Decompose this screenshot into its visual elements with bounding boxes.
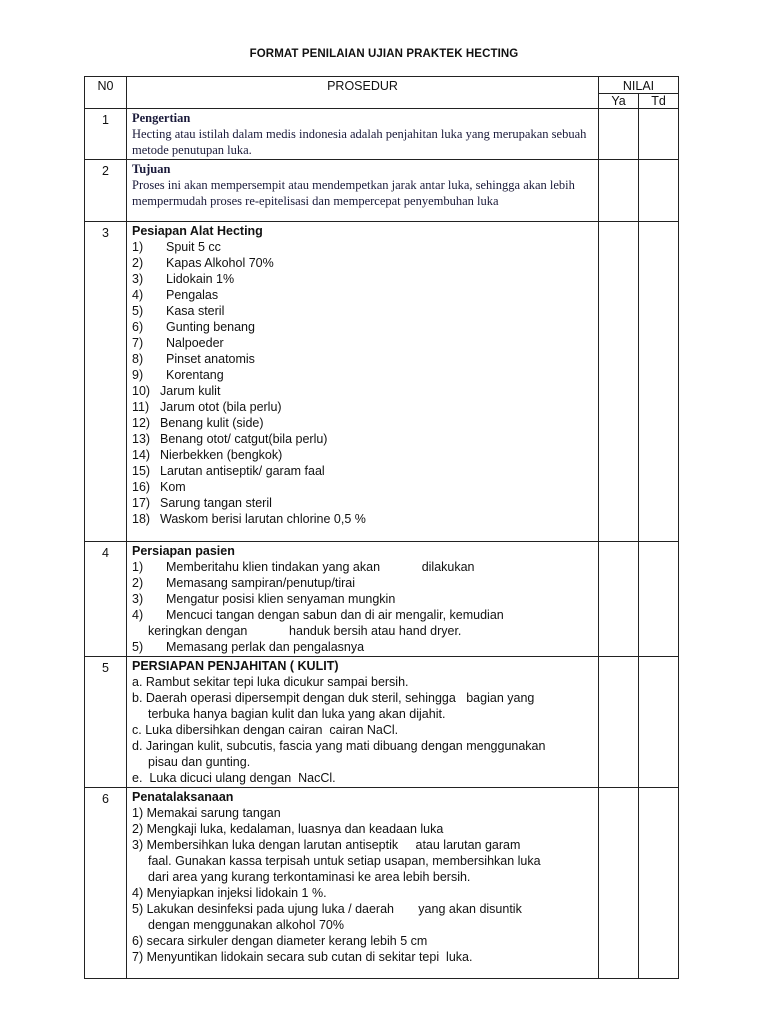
equipment-list xyxy=(132,239,594,527)
check-ya[interactable] xyxy=(599,788,639,979)
table-row xyxy=(85,222,679,542)
list-item: 8) Pinset anatomis xyxy=(132,352,255,366)
row-number: 6 xyxy=(85,788,127,979)
list-item: d. Jaringan kulit, subcutis, fascia yang mati dibuang dengan menggunakan pisau dan gunting. xyxy=(132,739,546,769)
row-number: 5 xyxy=(85,657,127,788)
list-item: 12) Benang kulit (side) xyxy=(132,416,264,430)
table-row xyxy=(85,657,679,788)
check-ya[interactable] xyxy=(599,657,639,788)
list-item: 10) Jarum kulit xyxy=(132,384,221,398)
section-heading: PERSIAPAN PENJAHITAN ( KULIT) xyxy=(132,659,339,673)
list-item: 11) Jarum otot (bila perlu) xyxy=(132,400,282,414)
row-number: 2 xyxy=(85,160,127,222)
check-td[interactable] xyxy=(639,222,679,542)
check-ya[interactable] xyxy=(599,222,639,542)
section-heading: Penatalaksanaan xyxy=(132,790,234,804)
management-list xyxy=(132,805,594,965)
list-item: 17) Sarung tangan steril xyxy=(132,496,272,510)
list-item: a. Rambut sekitar tepi luka dicukur sampai bersih. xyxy=(132,675,409,689)
check-td[interactable] xyxy=(639,542,679,657)
list-item: 3) Lidokain 1% xyxy=(132,272,235,286)
list-item: 2) Memasang sampiran/penutup/tirai xyxy=(132,576,355,590)
list-item: 4) Pengalas xyxy=(132,288,219,302)
table-row xyxy=(85,160,679,222)
procedure-cell xyxy=(127,657,599,788)
header-td: Td xyxy=(639,94,679,109)
list-item: 6) secara sirkuler dengan diameter kerang lebih 5 cm xyxy=(132,934,428,948)
section-heading: Pesiapan Alat Hecting xyxy=(132,224,263,238)
list-item: 7) Menyuntikan lidokain secara sub cutan di sekitar tepi luka. xyxy=(132,950,473,964)
list-item: 5) Kasa steril xyxy=(132,304,225,318)
list-item: 1) Memberitahu klien tindakan yang akan dilakukan xyxy=(132,560,475,574)
list-item: 1) Memakai sarung tangan xyxy=(132,806,281,820)
list-item: 9) Korentang xyxy=(132,368,224,382)
check-td[interactable] xyxy=(639,109,679,160)
list-item: 3) Mengatur posisi klien senyaman mungkin xyxy=(132,592,396,606)
section-text: Hecting atau istilah dalam medis indonesia adalah penjahitan luka yang merupakan sebuah metode penutupan luka. xyxy=(132,127,587,157)
list-item: 15) Larutan antiseptik/ garam faal xyxy=(132,464,325,478)
list-item: 2) Kapas Alkohol 70% xyxy=(132,256,274,270)
procedure-cell xyxy=(127,109,599,160)
list-item: 1) Spuit 5 cc xyxy=(132,240,221,254)
procedure-cell xyxy=(127,222,599,542)
procedure-cell xyxy=(127,542,599,657)
row-number: 4 xyxy=(85,542,127,657)
document-title: FORMAT PENILAIAN UJIAN PRAKTEK HECTING xyxy=(249,48,519,60)
procedure-cell xyxy=(127,160,599,222)
patient-prep-list xyxy=(132,559,594,655)
list-item: 4) Menyiapkan injeksi lidokain 1 %. xyxy=(132,886,327,900)
check-ya[interactable] xyxy=(599,542,639,657)
list-item: b. Daerah operasi dipersempit dengan duk steril, sehingga bagian yang terbuka hanya bagian kulit dan luka yang akan dijahit. xyxy=(132,691,535,721)
list-item: 6) Gunting benang xyxy=(132,320,255,334)
list-item: 2) Mengkaji luka, kedalaman, luasnya dan keadaan luka xyxy=(132,822,444,836)
section-heading: Tujuan xyxy=(132,162,171,176)
list-item: 18) Waskom berisi larutan chlorine 0,5 % xyxy=(132,512,366,526)
list-item: 5) Lakukan desinfeksi pada ujung luka / daerah yang akan disuntik dengan menggunakan alkohol 70% xyxy=(132,902,522,932)
header-no: N0 xyxy=(85,77,127,109)
section-heading: Persiapan pasien xyxy=(132,544,235,558)
list-item: 3) Membersihkan luka dengan larutan antiseptik atau larutan garam faal. Gunakan kassa terpisah untuk setiap usapan, membersihkan luka dari area yang kurang terkontaminasi ke area lebih bersih. xyxy=(132,838,541,884)
section-text: Proses ini akan mempersempit atau mendempetkan jarak antar luka, sehingga akan lebih mempermudah proses re-epitelisasi dan mempercepat penyembuhan luka xyxy=(132,178,575,208)
procedure-cell xyxy=(127,788,599,979)
row-number: 3 xyxy=(85,222,127,542)
assessment-table xyxy=(84,76,679,979)
list-item: 4) Mencuci tangan dengan sabun dan di air mengalir, kemudian keringkan dengan handuk bersih atau hand dryer. xyxy=(132,608,504,638)
section-heading: Pengertian xyxy=(132,111,191,125)
row-number: 1 xyxy=(85,109,127,160)
header-prosedur: PROSEDUR xyxy=(127,77,599,109)
list-item: 14) Nierbekken (bengkok) xyxy=(132,448,283,462)
list-item: 7) Nalpoeder xyxy=(132,336,224,350)
check-td[interactable] xyxy=(639,657,679,788)
table-row xyxy=(85,788,679,979)
header-nilai: NILAI xyxy=(599,77,679,94)
list-item: 5) Memasang perlak dan pengalasnya xyxy=(132,640,365,654)
list-item: e. Luka dicuci ulang dengan NacCl. xyxy=(132,771,336,785)
list-item: c. Luka dibersihkan dengan cairan cairan NaCl. xyxy=(132,723,399,737)
suture-prep-list xyxy=(132,674,594,786)
table-row xyxy=(85,542,679,657)
list-item: 13) Benang otot/ catgut(bila perlu) xyxy=(132,432,328,446)
check-ya[interactable] xyxy=(599,160,639,222)
check-td[interactable] xyxy=(639,160,679,222)
list-item: 16) Kom xyxy=(132,480,186,494)
table-row xyxy=(85,109,679,160)
check-ya[interactable] xyxy=(599,109,639,160)
header-ya: Ya xyxy=(599,94,639,109)
check-td[interactable] xyxy=(639,788,679,979)
